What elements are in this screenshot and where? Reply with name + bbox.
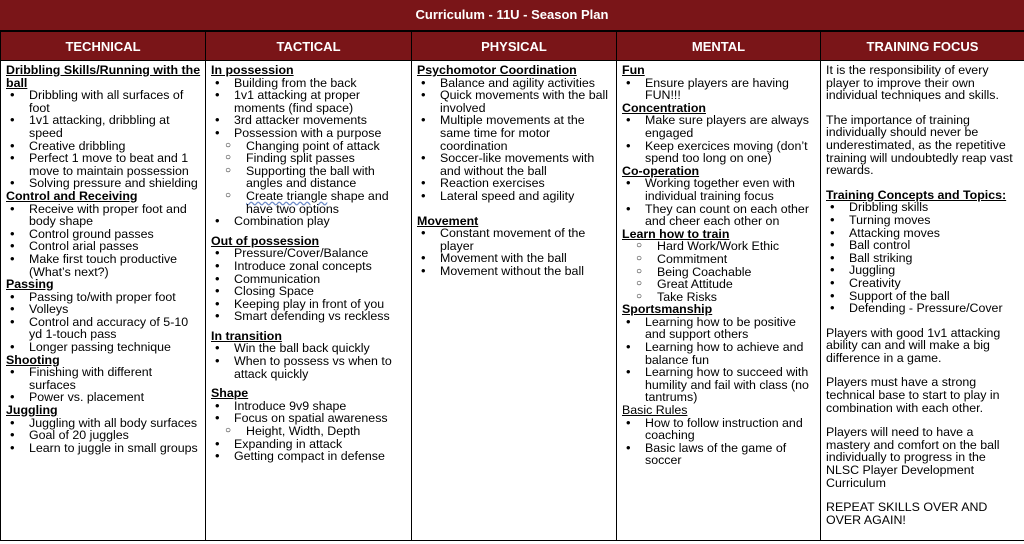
list-item: • Learn to juggle in small groups (6, 442, 201, 455)
list-item: • Dribbling skills (826, 201, 1020, 214)
section-title: Juggling (6, 403, 58, 418)
list-item: • Focus on spatial awareness (211, 412, 407, 425)
list-item: • Make first touch productive (What’s next?) (6, 253, 201, 278)
list-item: • Ensure players are having FUN!!! (622, 77, 816, 102)
list-item: • Solving pressure and shielding (6, 177, 201, 190)
list-item: • Closing Space (211, 285, 407, 298)
list-item: • Power vs. placement (6, 391, 201, 404)
section-title: Basic Rules (622, 403, 688, 418)
paragraph: REPEAT SKILLS OVER AND OVER AGAIN! (826, 500, 988, 527)
list-item: • Movement without the ball (417, 265, 612, 278)
list-item: • 3rd attacker movements (211, 114, 407, 127)
list-item: • Support of the ball (826, 290, 1020, 303)
col-header-technical: TECHNICAL (1, 32, 206, 61)
list-item: • Juggling with all body surfaces (6, 417, 201, 430)
list-item: • Multiple movements at the same time for motor coordination (417, 114, 612, 152)
paragraph: Players with good 1v1 attacking ability can and will make a big difference in a game. (826, 325, 1001, 365)
section-title: Shooting (6, 352, 60, 367)
list-item: • Control ground passes (6, 228, 201, 241)
list-item: • Turning moves (826, 214, 1020, 227)
list-item: • Finishing with different surfaces (6, 366, 201, 391)
list-item: • 1v1 attacking, dribbling at speed (6, 114, 201, 139)
list-item: • Expanding in attack (211, 438, 407, 451)
section-title: Control and Receiving (6, 188, 138, 203)
col-header-mental: MENTAL (617, 32, 821, 61)
list-item: • Getting compact in defense (211, 450, 407, 463)
list-item: • Working together even with individual training focus (622, 177, 816, 202)
list-item: • Perfect 1 move to beat and 1 move to maintain possession (6, 152, 201, 177)
header-row (1, 32, 1024, 61)
list-item: ○ Take Risks (622, 291, 816, 304)
list-item: • How to follow instruction and coaching (622, 417, 816, 442)
section-title: Learn how to train (622, 226, 730, 241)
list-item: • Receive with proper foot and body shape (6, 203, 201, 228)
paragraph: Players will need to have a mastery and comfort on the ball individually to progress in the NLSC Player Development Curriculum (826, 425, 1000, 490)
list-item: ○ Changing point of attack (211, 140, 407, 153)
list-item: • Lateral speed and agility (417, 190, 612, 203)
list-item: ○ Finding split passes (211, 152, 407, 165)
list-item: • They can count on each other and cheer each other on (622, 203, 816, 228)
list-item: • Possession with a purpose (211, 127, 407, 140)
section-title: Training Concepts and Topics: (826, 187, 1007, 202)
list-item: • Balance and agility activities (417, 77, 612, 90)
list-item: • Constant movement of the player (417, 227, 612, 252)
col-header-training-focus: TRAINING FOCUS (821, 32, 1024, 61)
list-item: • Juggling (826, 264, 1020, 277)
list-item: • Keep exercices moving (don’t spend too long on one) (622, 140, 816, 165)
list-item: • Make sure players are always engaged (622, 114, 816, 139)
training-focus-cell (821, 61, 1024, 541)
section-title: Shape (211, 386, 249, 401)
list-item: • Quick movements with the ball involved (417, 89, 612, 114)
list-item: • Building from the back (211, 77, 407, 90)
list-item: • Attacking moves (826, 227, 1020, 240)
mental-cell (617, 61, 821, 541)
technical-cell (1, 61, 206, 541)
section-title: Psychomotor Coordination (417, 63, 577, 77)
list-item: • Learning how to be positive and support others (622, 316, 816, 341)
list-item: • Longer passing technique (6, 341, 201, 354)
page-title: Curriculum - 11U - Season Plan (0, 0, 1024, 31)
section-title: In possession (211, 63, 294, 77)
list-item: • Ball striking (826, 252, 1020, 265)
list-item: • Creativity (826, 277, 1020, 290)
section-title: Co-operation (622, 163, 700, 178)
list-item: • Control arial passes (6, 240, 201, 253)
list-item: • Dribbling with all surfaces of foot (6, 89, 201, 114)
list-item: • Volleys (6, 303, 201, 316)
list-item: ○ Being Coachable (622, 266, 816, 279)
col-header-physical: PHYSICAL (412, 32, 617, 61)
list-item: • Passing to/with proper foot (6, 291, 201, 304)
list-item: • Control and accuracy of 5-10 yd 1-touch pass (6, 316, 201, 341)
list-item: ○ Height, Width, Depth (211, 425, 407, 438)
section-title: Out of possession (211, 233, 320, 248)
section-title: Passing (6, 277, 54, 292)
list-item: • Keeping play in front of you (211, 298, 407, 311)
list-item: • Soccer-like movements with and without the ball (417, 152, 612, 177)
paragraph: The importance of training individually should never be underestimated, as the repetitive training will undoubtedly reap vast rewards. (826, 112, 1013, 178)
tactical-cell (206, 61, 412, 541)
curriculum-table (0, 31, 1024, 541)
list-item: ○ Create triangle shape and have two options (211, 190, 407, 215)
list-item: • Learning how to achieve and balance fun (622, 341, 816, 366)
list-item: • When to possess vs when to attack quickly (211, 355, 407, 380)
list-item: • Basic laws of the game of soccer (622, 442, 816, 467)
list-item: • Goal of 20 juggles (6, 429, 201, 442)
list-item: • Defending - Pressure/Cover (826, 302, 1020, 315)
list-item: ○ Supporting the ball with angles and distance (211, 165, 407, 190)
section-title: Sportsmanship (622, 302, 713, 317)
section-title: In transition (211, 328, 282, 343)
paragraph: Players must have a strong technical base to start to play in combination with each other. (826, 375, 1000, 415)
list-item: • Ball control (826, 239, 1020, 252)
list-item: • Learning how to succeed with humility and fail with class (no tantrums) (622, 366, 816, 404)
list-item: • Introduce 9v9 shape (211, 400, 407, 413)
list-item: • Pressure/Cover/Balance (211, 247, 407, 260)
list-item: • Reaction exercises (417, 177, 612, 190)
section-title: Movement (417, 213, 479, 228)
list-item: ○ Great Attitude (622, 278, 816, 291)
paragraph: It is the responsibility of every player to improve their own individual techniques and skills. (826, 63, 999, 103)
section-title: Dribbling Skills/Running with the ball (6, 63, 201, 90)
list-item: • Movement with the ball (417, 252, 612, 265)
physical-cell (412, 61, 617, 541)
col-header-tactical: TACTICAL (206, 32, 412, 61)
list-item: ○ Hard Work/Work Ethic (622, 240, 816, 253)
section-title: Concentration (622, 100, 706, 115)
list-item: • Communication (211, 273, 407, 286)
list-item: • Creative dribbling (6, 140, 201, 153)
list-item: • Smart defending vs reckless (211, 310, 407, 323)
list-item: • Combination play (211, 215, 407, 228)
list-item: • Win the ball back quickly (211, 342, 407, 355)
section-title: Fun (622, 63, 645, 77)
list-item: • 1v1 attacking at proper moments (find space) (211, 89, 407, 114)
list-item: • Introduce zonal concepts (211, 260, 407, 273)
list-item: ○ Commitment (622, 253, 816, 266)
